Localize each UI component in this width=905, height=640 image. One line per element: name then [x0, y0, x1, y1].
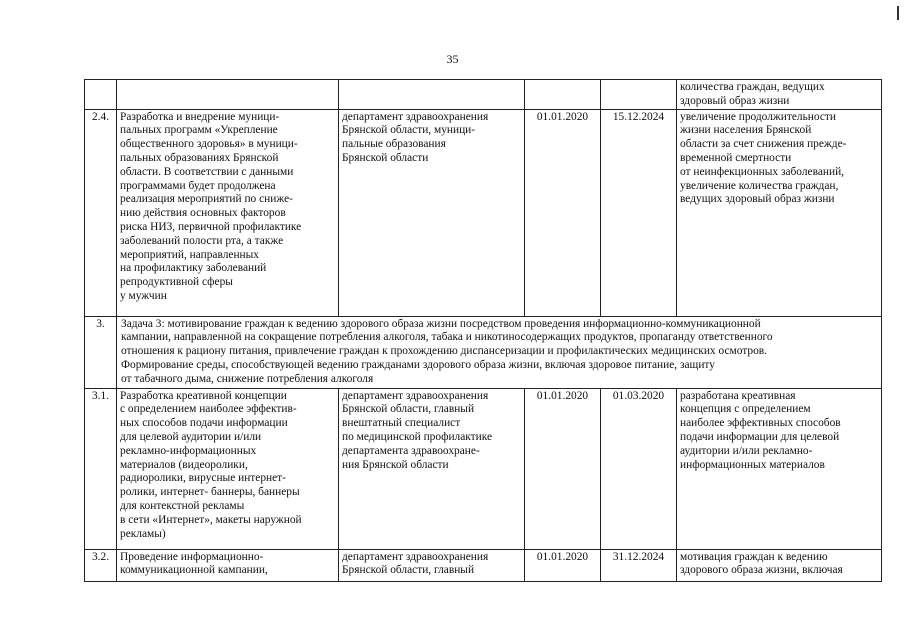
row-number	[85, 80, 117, 110]
executor-cell	[339, 80, 525, 110]
start-date-cell: 01.01.2020	[525, 388, 601, 549]
result-cell: увеличение продолжительности жизни населения Брянской области за счет снижения прежде- временной смертности от неинфекционных заболеваний, увеличение количества граждан, ведущих здоровый образ жизни	[677, 109, 882, 316]
table-row	[85, 80, 882, 110]
page-number: 35	[446, 52, 459, 66]
start-date-cell: 01.01.2020	[525, 109, 601, 316]
end-date-cell: 31.12.2024	[601, 549, 677, 581]
result-cell: разработана креативная концепция с определением наиболее эффективных способов подачи информации для целевой аудитории и/или рекламно- информационных материалов	[677, 388, 882, 549]
row-number: 3.2.	[85, 549, 117, 581]
table-row-task	[85, 316, 882, 388]
edge-mark	[897, 6, 899, 20]
end-date-cell: 01.03.2020	[601, 388, 677, 549]
executor-cell: департамент здравоохранения Брянской области, главный	[339, 549, 525, 581]
table-row	[85, 549, 882, 581]
table-row	[85, 388, 882, 549]
end-date-cell: 15.12.2024	[601, 109, 677, 316]
measures-table	[84, 79, 882, 582]
row-number: 2.4.	[85, 109, 117, 316]
start-date-cell	[525, 80, 601, 110]
end-date-cell	[601, 80, 677, 110]
result-cell: количества граждан, ведущих здоровый образ жизни	[677, 80, 882, 110]
row-number: 3.1.	[85, 388, 117, 549]
executor-cell: департамент здравоохранения Брянской области, муници- пальные образования Брянской области	[339, 109, 525, 316]
activity-cell: Проведение информационно- коммуникационной кампании,	[117, 549, 339, 581]
result-cell: мотивация граждан к ведению здорового образа жизни, включая	[677, 549, 882, 581]
row-number: 3.	[85, 316, 117, 388]
start-date-cell: 01.01.2020	[525, 549, 601, 581]
executor-cell: департамент здравоохранения Брянской области, главный внештатный специалист по медицинской профилактике департамента здравоохране- ния Брянской области	[339, 388, 525, 549]
task-description: Задача 3: мотивирование граждан к ведению здорового образа жизни посредством проведения информационно-коммуникационной кампании, направленной на сокращение потребления алкоголя, табака и никотиносодержащих продуктов, пропаганду ответственного отношения к рациону питания, привлечение граждан к прохождению диспансеризации и профилактических медицинских осмотров. Формирование среды, способствующей ведению гражданами здорового образа жизни, включая здоровое питание, защиту от табачного дыма, снижение потребления алкоголя	[117, 316, 882, 388]
activity-cell: Разработка креативной концепции с определением наиболее эффектив- ных способов подачи информации для целевой аудитории и/или рекламно-информационных материалов (видеоролики, радиоролики, вирусные интернет- ролики, интернет- баннеры, баннеры для контекстной рекламы в сети «Интернет», макеты наружной рекламы)	[117, 388, 339, 549]
activity-cell: Разработка и внедрение муници- пальных программ «Укрепление общественного здоровья» в муници- пальных образованиях Брянской области. В соответствии с данными программами будет продолжена реализация мероприятий по сниже- нию действия основных факторов риска НИЗ, первичной профилактике заболеваний полости рта, а также мероприятий, направленных на профилактику заболеваний репродуктивной сферы у мужчин	[117, 109, 339, 316]
table-row	[85, 109, 882, 316]
activity-cell	[117, 80, 339, 110]
